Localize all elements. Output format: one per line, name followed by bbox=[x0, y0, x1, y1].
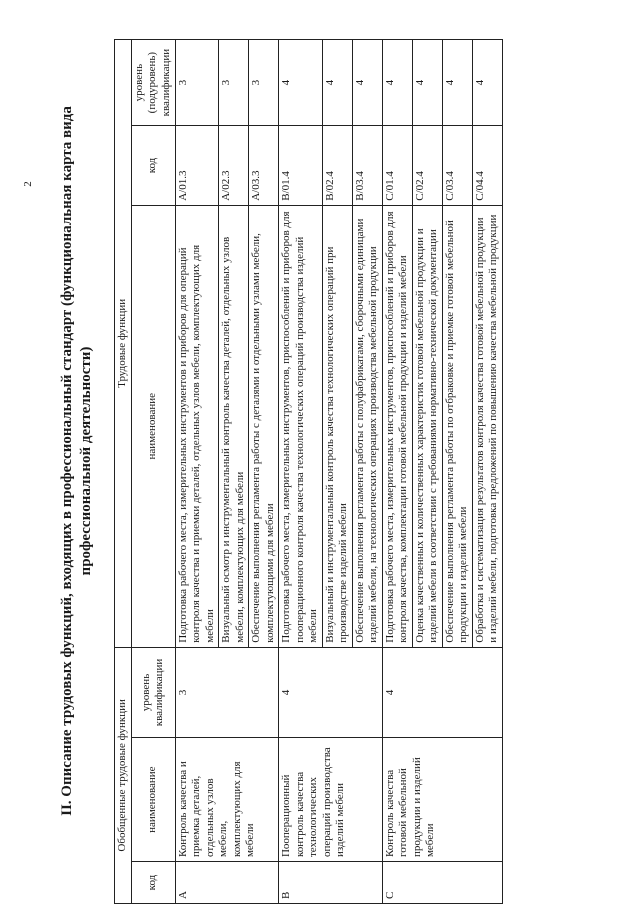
tf-code-cell: B/03.4 bbox=[352, 126, 382, 206]
col-level-header: уровень квалификации bbox=[131, 647, 175, 738]
heading-line-2: профессиональной деятельности) bbox=[78, 346, 94, 576]
table-row bbox=[175, 40, 219, 904]
gen-level-cell: 4 bbox=[382, 647, 502, 738]
tf-code-cell: A/03.3 bbox=[249, 126, 279, 206]
tf-level-cell: 3 bbox=[219, 40, 249, 126]
gen-level-cell: 3 bbox=[175, 647, 279, 738]
tf-code-cell: B/01.4 bbox=[279, 126, 323, 206]
section-heading bbox=[58, 62, 96, 860]
col-tf-level-header: уровень (подуровень) квалификации bbox=[131, 40, 175, 126]
tf-level-cell: 4 bbox=[472, 40, 502, 126]
tf-level-cell: 4 bbox=[442, 40, 472, 126]
tf-level-cell: 4 bbox=[322, 40, 352, 126]
tf-code-cell: C/01.4 bbox=[382, 126, 412, 206]
tf-code-cell: B/02.4 bbox=[322, 126, 352, 206]
tf-level-cell: 3 bbox=[249, 40, 279, 126]
tf-name-cell: Визуальный осмотр и инструментальный контроль качества деталей, отдельных узлов мебели, комплектующих для мебели bbox=[219, 205, 249, 647]
tf-level-cell: 4 bbox=[382, 40, 412, 126]
page-number: 2 bbox=[22, 181, 34, 187]
col-name-header: наименование bbox=[131, 738, 175, 862]
functional-map-table bbox=[114, 39, 503, 904]
gen-code-cell: A bbox=[175, 862, 279, 904]
tf-code-cell: A/01.3 bbox=[175, 126, 219, 206]
labor-functions-header: Трудовые функции bbox=[115, 40, 132, 648]
tf-name-cell: Обработка и систематизация результатов контроля качества готовой мебельной продукции и изделий мебели, подготовка предложений по повышению качества мебельной продукции bbox=[472, 205, 502, 647]
table-row bbox=[279, 40, 323, 904]
tf-code-cell: C/02.4 bbox=[412, 126, 442, 206]
gen-name-cell: Контроль качества и приемка деталей, отдельных узлов мебели, комплектующих для мебели bbox=[175, 738, 279, 862]
tf-code-cell: C/03.4 bbox=[442, 126, 472, 206]
table-row bbox=[382, 40, 412, 904]
tf-name-cell: Оценка качественных и количественных характеристик готовой мебельной продукции и изделий мебели в соответствии с требованиями нормативно-технической документации bbox=[412, 205, 442, 647]
gen-level-cell: 4 bbox=[279, 647, 383, 738]
heading-line-1: II. Описание трудовых функций, входящих в профессиональный стандарт (функциональная карта вида bbox=[59, 106, 75, 816]
gen-name-cell: Контроль качества готовой мебельной продукции и изделий мебели bbox=[382, 738, 502, 862]
col-tf-code-header: код bbox=[131, 126, 175, 206]
tf-name-cell: Подготовка рабочего места, измерительных инструментов, приспособлений и приборов для контроля качества, комплектации готовой мебельной продукции и изделий мебели bbox=[382, 205, 412, 647]
tf-name-cell: Обеспечение выполнения регламента работы с полуфабрикатами, сборочными единицами изделий мебели, на технологических операциях производства мебельной продукции bbox=[352, 205, 382, 647]
tf-level-cell: 4 bbox=[352, 40, 382, 126]
tf-name-cell: Подготовка рабочего места, измерительных инструментов, приспособлений и приборов для пооперационного контроля качества технологических операций производства изделий мебели bbox=[279, 205, 323, 647]
tf-level-cell: 4 bbox=[412, 40, 442, 126]
tf-level-cell: 4 bbox=[279, 40, 323, 126]
gen-name-cell: Пооперационный контроль качества технологических операций производства изделий мебели bbox=[279, 738, 383, 862]
gen-code-cell: C bbox=[382, 862, 502, 904]
tf-code-cell: C/04.4 bbox=[472, 126, 502, 206]
tf-name-cell: Подготовка рабочего места, измерительных инструментов и приборов для операций контроля качества и приемки деталей, отдельных узлов мебели, комплектующих для мебели bbox=[175, 205, 219, 647]
col-code-header: код bbox=[131, 862, 175, 904]
tf-code-cell: A/02.3 bbox=[219, 126, 249, 206]
col-tf-name-header: наименование bbox=[131, 205, 175, 647]
tf-name-cell: Обеспечение выполнения регламента работы по отбраковке и приемке готовой мебельной продукции и изделий мебели bbox=[442, 205, 472, 647]
tf-name-cell: Визуальный и инструментальный контроль качества технологических операций при производстве изделий мебели bbox=[322, 205, 352, 647]
gen-code-cell: B bbox=[279, 862, 383, 904]
generalized-functions-header: Обобщенные трудовые функции bbox=[115, 647, 132, 903]
tf-level-cell: 3 bbox=[175, 40, 219, 126]
tf-name-cell: Обеспечение выполнения регламента работы с деталями и отдельными узлами мебели, комплектующими для мебели bbox=[249, 205, 279, 647]
